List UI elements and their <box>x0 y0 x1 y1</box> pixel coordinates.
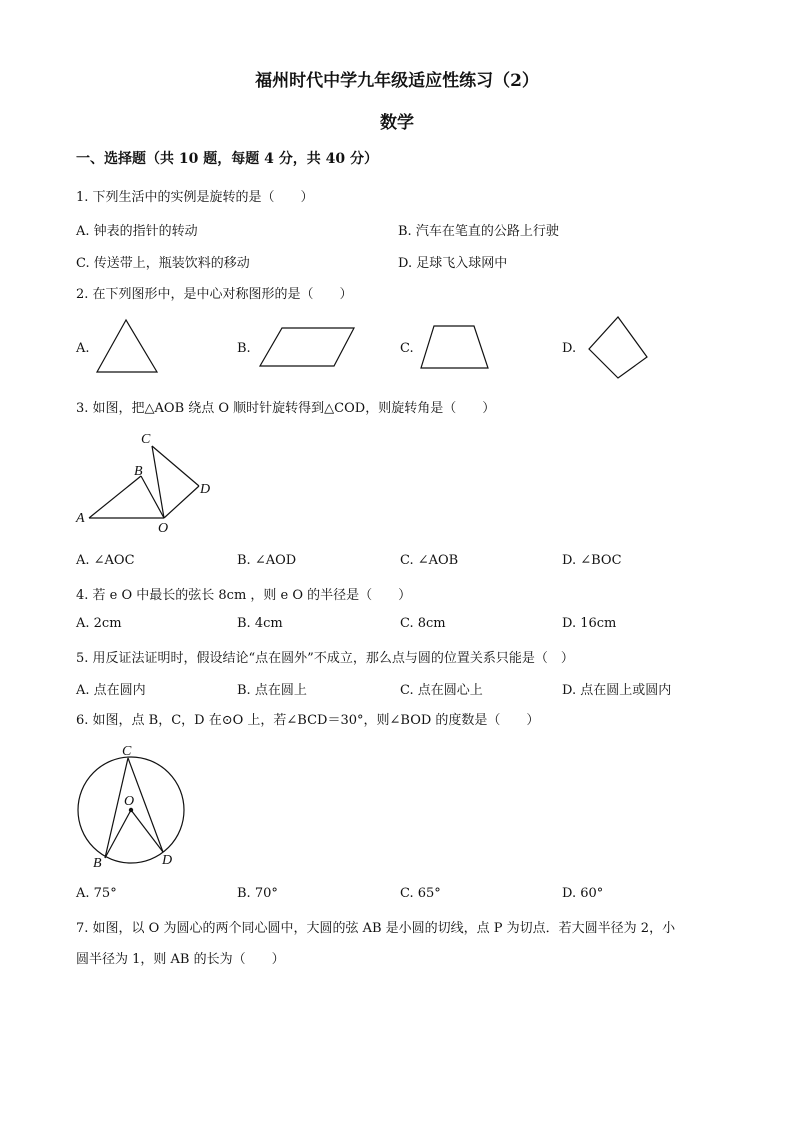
fig6-label-o: O <box>124 794 135 809</box>
question-1-option-d: D. 足球飞入球网中 <box>398 256 508 271</box>
question-3-stem: 3. 如图，把△AOB 绕点 O 顺时针旋转得到△COD，则旋转角是（ ） <box>76 401 496 416</box>
question-5-option-b: B. 点在圆上 <box>237 683 307 698</box>
question-5-option-a: A. 点在圆内 <box>76 683 146 698</box>
question-1-option-c: C. 传送带上，瓶装饮料的移动 <box>76 256 250 271</box>
question-4-stem: 4. 若 e O 中最长的弦长 8cm ，则 e O 的半径是（ ） <box>76 588 412 603</box>
question-2-option-d: D. <box>562 341 577 356</box>
question-5-option-d: D. 点在圆上或圆内 <box>562 683 672 698</box>
fig6-label-c: C <box>122 744 132 759</box>
question-2-option-a: A. <box>76 341 90 356</box>
question-7-stem-line2: 圆半径为 1，则 AB 的长为（ ） <box>76 952 285 967</box>
question-6-option-d: D. 60° <box>562 886 604 901</box>
section-heading: 一、选择题（共 10 题，每题 4 分，共 40 分） <box>76 151 378 167</box>
question-1-option-a: A. 钟表的指针的转动 <box>76 224 198 239</box>
question-3-option-a: A. ∠AOC <box>76 553 135 568</box>
question-6-option-b: B. 70° <box>237 886 278 901</box>
question-1-stem: 1. 下列生活中的实例是旋转的是（ ） <box>76 190 314 205</box>
subject-title: 数学 <box>380 113 414 133</box>
question-3-option-d: D. ∠BOC <box>562 553 622 568</box>
question-3-option-b: B. ∠AOD <box>237 553 297 568</box>
fig3-label-c: C <box>141 432 151 447</box>
question-2-stem: 2. 在下列图形中，是中心对称图形的是（ ） <box>76 287 353 302</box>
question-5-stem: 5. 用反证法证明时，假设结论“点在圆外”不成立，那么点与圆的位置关系只能是（ ） <box>76 651 574 666</box>
question-3-option-c: C. ∠AOB <box>400 553 459 568</box>
question-2-option-b: B. <box>237 341 251 356</box>
question-4-option-b: B. 4cm <box>237 616 283 631</box>
question-7-stem-line1: 7. 如图，以 O 为圆心的两个同心圆中，大圆的弦 AB 是小圆的切线，点 P 为切点．若大圆半径为 2，小 <box>76 921 676 936</box>
question-4-option-d: D. 16cm <box>562 616 617 631</box>
question-4-option-c: C. 8cm <box>400 616 446 631</box>
question-6-option-a: A. 75° <box>76 886 117 901</box>
question-4-option-a: A. 2cm <box>76 616 122 631</box>
fig3-label-o: O <box>158 521 169 536</box>
fig6-label-d: D <box>162 853 173 868</box>
fig3-label-d: D <box>200 482 211 497</box>
question-6-option-c: C. 65° <box>400 886 441 901</box>
question-6-stem: 6. 如图，点 B，C，D 在⊙O 上，若∠BCD＝30°，则∠BOD 的度数是（ ） <box>76 713 540 728</box>
fig6-label-b: B <box>93 856 102 871</box>
question-5-option-c: C. 点在圆心上 <box>400 683 483 698</box>
question-1-option-b: B. 汽车在笔直的公路上行驶 <box>398 224 559 239</box>
fig3-label-b: B <box>134 464 143 479</box>
page-title: 福州时代中学九年级适应性练习（2） <box>255 71 539 91</box>
question-2-option-c: C. <box>400 341 414 356</box>
fig3-label-a: A <box>76 511 85 526</box>
